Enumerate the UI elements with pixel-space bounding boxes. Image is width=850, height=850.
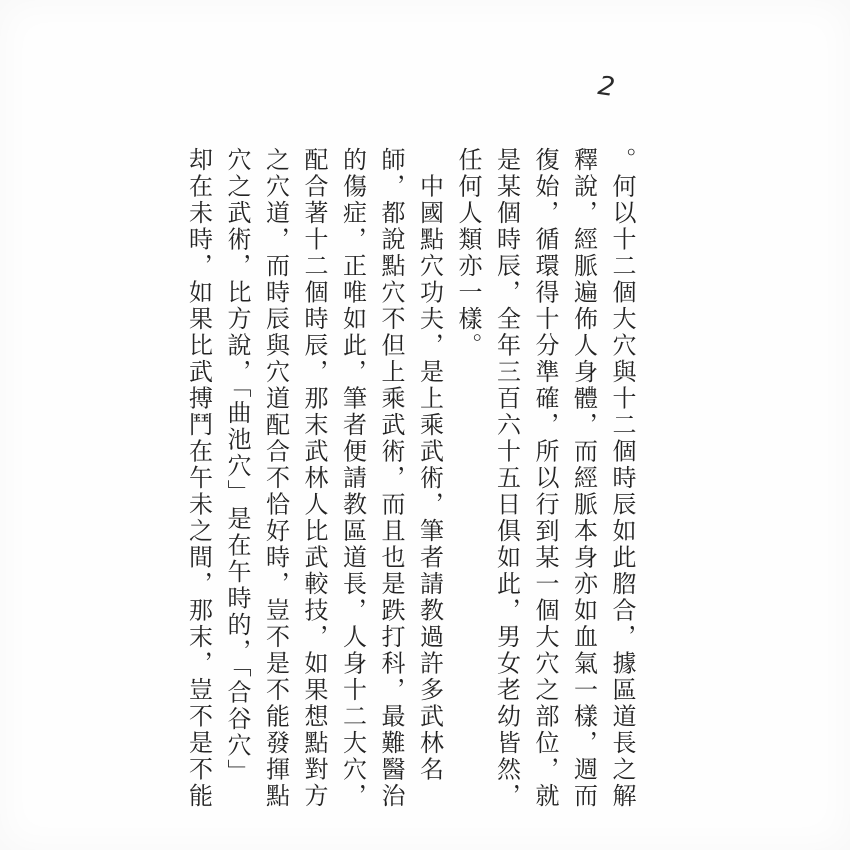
text-column: 任何人類亦一樣。 <box>454 147 482 359</box>
text-column: 之穴道，而時辰與穴道配合不恰好時，豈不是不能發揮點 <box>261 147 290 810</box>
text-column: 復始，循環得十分準確，所以行到某一個大穴之部位，就 <box>531 147 559 810</box>
text-block <box>179 147 641 819</box>
text-column: 却在未時，如果比武搏鬥在午未之間，那末，豈不是不能 <box>184 147 213 810</box>
text-column: 中國點穴功夫，是上乘武術，筆者請教過許多武林名 <box>415 147 444 783</box>
text-column: 釋說，經脈遍佈人身體，而經脈本身亦如血氣一樣，週而 <box>569 147 598 810</box>
text-column: 穴之武術，比方說，「曲池穴」是在午時的，「合谷穴」 <box>223 147 251 786</box>
text-column: 配合著十二個時辰，那末武林人比武較技，如果想點對方 <box>300 147 328 810</box>
text-column: 師，都說點穴不但上乘武術，而且也是跌打科，最難醫治 <box>377 147 405 810</box>
text-column: 是某個時辰，全年三百六十五日俱如此，男女老幼皆然， <box>492 147 521 810</box>
text-column: 的傷症，正唯如此，筆者便請教區道長，人身十二大穴， <box>338 147 367 810</box>
page-number: 2 <box>595 70 617 104</box>
text-column: 。何以十二個大穴與十二個時辰如此脗合，據區道長之解 <box>608 147 636 810</box>
